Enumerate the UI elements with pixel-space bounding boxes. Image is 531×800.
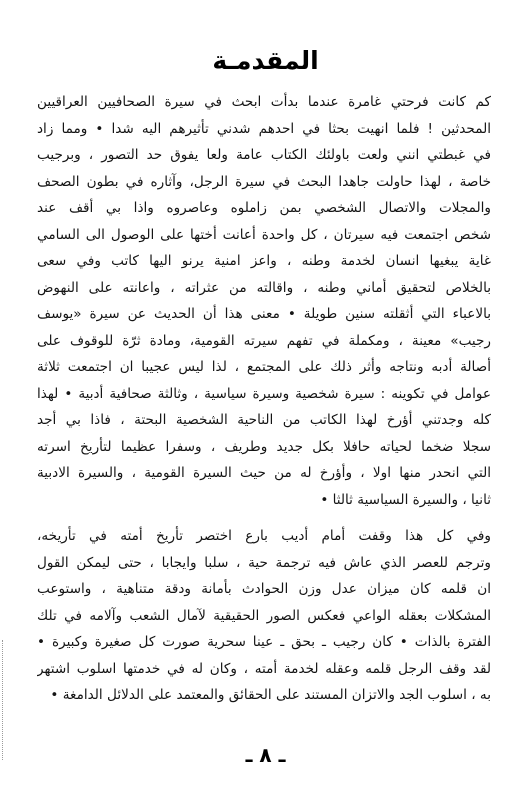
text-line: وترجم للعصر الذي عاش فيه ترجمة حية ، سلبا وايجابا ، حتى ليمكن القول bbox=[37, 554, 491, 571]
text-line: ان قلمه كان ميزان عدل وزن الحوادث بأمانة ودقة متناهية ، واستوعب bbox=[37, 581, 491, 597]
text-line: في غبطتي انني ولعت باولئك الكتاب عامة ولعا يفوق حد التصور ، وبرجيب bbox=[37, 147, 491, 163]
paragraph-2 bbox=[37, 523, 491, 709]
page-title: المقدمـة bbox=[212, 46, 319, 75]
text-line: خاصة ، لهذا حاولت جاهدا البحث في سيرة الرجل، وآثاره في بطون الصحف bbox=[37, 173, 491, 190]
text-line: رجيب» معينة ، ومكملة في تفهم سيرته القومية، ومادة ثرّة للوقوف على bbox=[37, 332, 491, 349]
paragraph-1 bbox=[37, 89, 491, 513]
text-line: عوامل في تكوينه : سيرة شخصية وسيرة سياسية ، وثالثة صحافية أدبية • لهذا bbox=[37, 385, 491, 402]
text-line: التي انحدر منها اولا ، وأؤرخ له من حيث السيرة القومية ، والسيرة الادبية bbox=[37, 465, 491, 481]
text-line: الفترة بالذات • كان رجيب ـ بحق ـ عينا سحرية صورت كل صغيرة وكبيرة • bbox=[37, 634, 491, 650]
page-number: ـ ٨ ـ bbox=[245, 743, 286, 767]
text-line: بالخلاص لتحقيق أماني وطنه ، واقالته من عثراته ، واعانته على النهوض bbox=[37, 279, 491, 296]
text-line: أصالة أدبه ونتاجه وأثر ذلك على المجتمع ، لذا ليس عجيبا ان اجتمعت ثلاثة bbox=[37, 359, 491, 375]
text-line: شخص اجتمعت فيه سيرتان ، كل واحدة أعانت أختها على الوصول الى السامي bbox=[37, 226, 491, 243]
text-line: به ، اسلوب الجد والاتزان المستند على الحقائق والمعتمد على الدلائل الدامغة • bbox=[50, 687, 491, 703]
text-line: المحدثين ! فلما انهيت بحثا في احدهم شدني تأثيرهم اليه شدا • ومما زاد bbox=[37, 120, 491, 137]
text-line: غاية يبغيها انسان لخدمة وطنه ، واعز امنية يرنو اليها كاتب وفي سعى bbox=[37, 253, 491, 269]
text-line: كم كانت فرحتي غامرة عندما بدأت ابحث في سيرة الصحافيين العراقيين bbox=[37, 94, 491, 110]
text-line: كله وجدتني أؤرخ لهذا الكاتب من الناحية الشخصية البحتة ، فاذا بي أجد bbox=[37, 412, 491, 428]
text-line: ثانيا ، والسيرة السياسية ثالثا • bbox=[320, 491, 491, 508]
text-line: وفي كل هذا وقفت أمام أديب بارع اختصر تأريخ أمته في تأريخه، bbox=[37, 528, 491, 544]
margin-scan-mark bbox=[2, 640, 5, 760]
text-line: لقد وقف الرجل قلمه وعقله لخدمة أمته ، وكان له في خدمتها اسلوب اشتهر bbox=[37, 660, 491, 677]
text-line: سجلا ضخما لحياته حافلا بكل جديد وطريف ، وسفرا عظيما لتأريخ اسرته bbox=[37, 438, 491, 455]
text-line: والمجلات والاتصال الشخصي بمن زاملوه وعاصروه واذا بي أقف عند bbox=[37, 200, 491, 216]
text-line: المشكلات بعقله الواعي فعكس الصور الحقيقية لآمال الشعب وآلامه في تلك bbox=[37, 607, 491, 624]
text-line: بالاعباء التي أثقلته سنين طويلة • معنى هذا أن الحديث عن سيرة «يوسف bbox=[37, 306, 491, 322]
